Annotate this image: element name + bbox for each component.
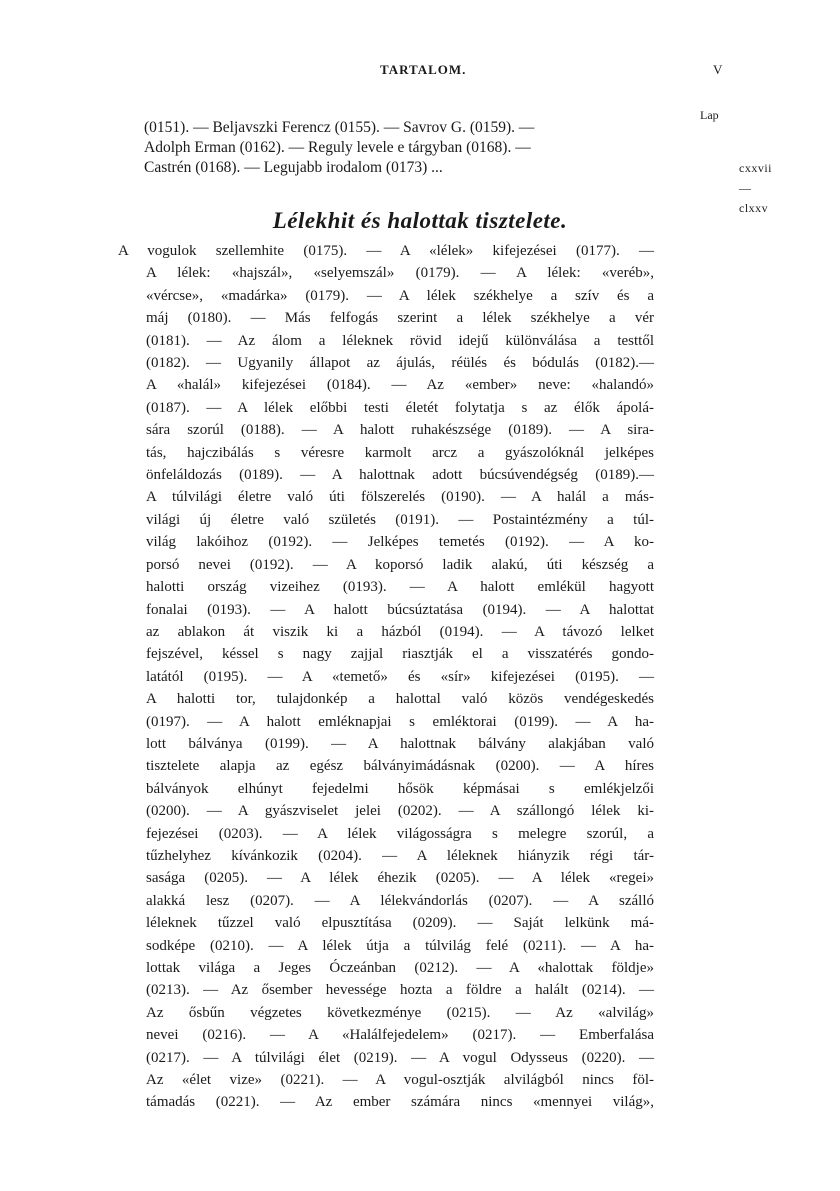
section-line: sasága (0205). — A lélek éhezik (0205). — A lélek «regei»: [146, 870, 654, 887]
toc-line: Castrén (0168). — Legujabb irodalom (0173) ...: [144, 159, 443, 176]
section-line: A halotti tor, tulajdonkép a halottal való közös vendégeskedés: [146, 691, 654, 708]
section-line: A túlvilági életre való úti fölszerelés (0190). — A halál a más-: [146, 489, 654, 506]
section-body: [118, 240, 654, 1114]
section-line: máj (0180). — Más felfogás szerint a lélek székhelye a vér: [146, 310, 654, 327]
section-line: «vércse», «madárka» (0179). — A lélek székhelye a szív és a: [146, 287, 654, 304]
section-line: (0181). — Az álom a léleknek rövid idejű különválása a testtől: [146, 332, 654, 349]
section-line: alakká lesz (0207). — A lélekvándorlás (0207). — A szálló: [146, 892, 654, 909]
section-line: sára szorúl (0188). — A halott ruhakészsége (0189). — A sira-: [146, 422, 654, 439]
section-line: nevei (0216). — A «Halálfejedelem» (0217). — Emberfalása: [146, 1027, 654, 1044]
section-line: sodképe (0210). — A lélek útja a túlvilág felé (0211). — A ha-: [146, 937, 654, 954]
section-line: tás, hajczibálás s véresre karmolt arcz a gyászolóknál jelképes: [146, 444, 654, 461]
toc-line: Adolph Erman (0162). — Reguly levele e tárgyban (0168). —: [144, 139, 531, 156]
running-title: TARTALOM.: [380, 62, 467, 77]
section-line: világi új életre való születés (0191). — Postaintézmény a túl-: [146, 511, 654, 528]
running-head: [0, 62, 840, 82]
section-line: (0217). — A túlvilági élet (0219). — A vogul Odysseus (0220). —: [146, 1049, 654, 1066]
section-line: Az «élet vize» (0221). — A vogul-osztják alvilágból nincs föl-: [146, 1072, 654, 1089]
section-line: önfeláldozás (0189). — A halottnak adott búcsúvendégség (0189).—: [146, 467, 654, 484]
section-line: (0197). — A halott emléknapjai s emléktorai (0199). — A ha-: [146, 713, 654, 730]
section-line: fejezései (0203). — A lélek világosságra s melegre szorúl, a: [146, 825, 654, 842]
section-line: léleknek tűzzel való elpusztítása (0209). — Saját lelkünk má-: [146, 915, 654, 932]
section-line: támadás (0221). — Az ember számára nincs «mennyei világ»,: [146, 1094, 654, 1111]
section-line: bálványok elhúnyt fejedelmi hősök képmásai s emlékjelzői: [146, 780, 654, 797]
section-line: porsó nevei (0192). — A koporsó ladik alakú, úti készség a: [146, 556, 654, 573]
section-line: tisztelete alapja az egész bálványimádásnak (0200). — A híres: [146, 758, 654, 775]
section-line: lott bálványa (0199). — A halottnak bálvány alakjában való: [146, 735, 654, 752]
lap-column-label: Lap: [700, 108, 719, 122]
section-line: (0200). — A gyászviselet jelei (0202). — A szállongó lélek ki-: [146, 803, 654, 820]
section-line: (0213). — Az ősember hevessége hozta a földre a halált (0214). —: [146, 982, 654, 999]
section-line: Az ősbűn végzetes következménye (0215). — Az «alvilág»: [146, 1004, 654, 1021]
section-line: (0182). — Ugyanily állapot az ájulás, réülés és bódulás (0182).—: [146, 355, 654, 372]
section-line: latától (0195). — A «temető» és «sír» kifejezései (0195). —: [146, 668, 654, 685]
section-line: az ablakon át viszik ki a házból (0194). — A távozó lelket: [146, 623, 654, 640]
section-line: fonalai (0193). — A halott búcsúztatása (0194). — A halottat: [146, 601, 654, 618]
section-line: lottak világa a Jeges Óczeánban (0212). — A «halottak földje»: [146, 960, 654, 976]
page-range: cxxvii—clxxv: [739, 161, 772, 215]
section-line: halotti ország vizeihez (0193). — A halott emlékül hagyott: [146, 579, 654, 596]
toc-continuation-block: [144, 118, 772, 215]
section-line: (0187). — A lélek előbbi testi életét folytatja s az élők ápolá-: [146, 399, 654, 416]
section-heading: Lélekhit és halottak tisztelete.: [272, 208, 568, 233]
toc-line: (0151). — Beljavszki Ferencz (0155). — Savrov G. (0159). —: [144, 119, 535, 136]
section-line: világ lakóihoz (0192). — Jelképes temetés (0192). — A ko-: [146, 534, 654, 551]
section-line: A vogulok szellemhite (0175). — A «lélek» kifejezései (0177). —: [118, 243, 654, 259]
page-number: V: [713, 62, 723, 77]
section-line: tűzhelyhez kívánkozik (0204). — A léleknek hiányzik régi tár-: [146, 847, 654, 864]
section-line: A lélek: «hajszál», «selyemszál» (0179). — A lélek: «veréb»,: [146, 265, 654, 282]
section-line: fejszével, késsel s nagy zajjal riasztják el a visszatérés gondo-: [146, 646, 654, 663]
section-line: A «halál» kifejezései (0184). — Az «ember» neve: «halandó»: [146, 377, 654, 394]
